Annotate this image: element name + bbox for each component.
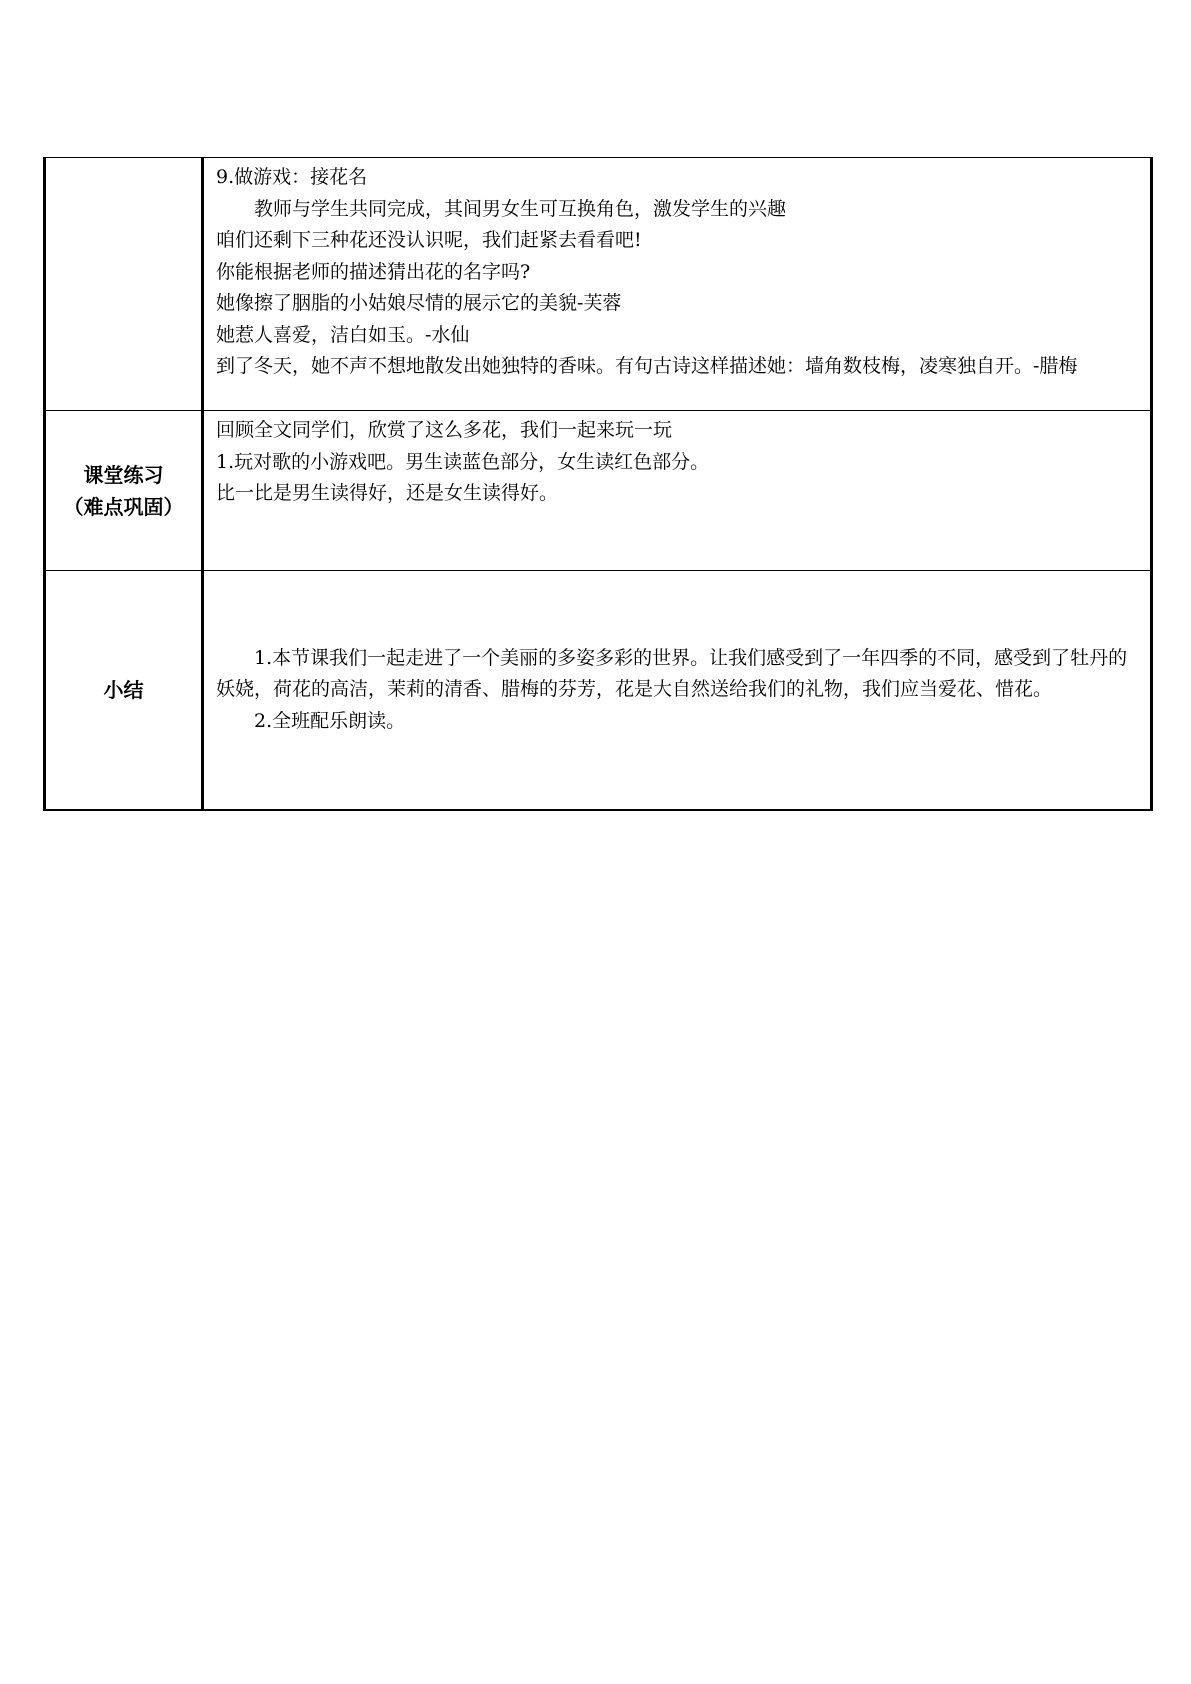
row-label-title: 小结 <box>103 678 144 702</box>
row-label-subtitle: （难点巩固） <box>63 494 184 519</box>
content-line: 咱们还剩下三种花还没认识呢，我们赶紧去看看吧! <box>216 229 642 251</box>
content-line: 你能根据老师的描述猜出花的名字吗? <box>216 260 531 283</box>
content-line: 到了冬天，她不声不想地散发出她独特的香味。有句古诗这样描述她：墙角数枝梅，凌寒独自开。-腊梅 <box>216 355 1078 377</box>
content-line: 她像擦了胭脂的小姑娘尽情的展示它的美貌-芙蓉 <box>216 292 622 314</box>
content-line: 比一比是男生读得好，还是女生读得好。 <box>216 482 559 504</box>
row-label-cell <box>45 411 203 571</box>
table-row-game <box>45 158 1152 411</box>
content-line: 她惹人喜爱，洁白如玉。-水仙 <box>216 323 470 346</box>
row-label-cell <box>45 571 203 811</box>
row-content-cell <box>203 571 1152 811</box>
row-label-title: 课堂练习 <box>83 462 164 487</box>
table-row-practice <box>45 411 1152 571</box>
row-content-cell <box>203 411 1152 571</box>
row-content-cell <box>203 158 1152 411</box>
content-line: 1.本节课我们一起走进了一个美丽的多姿多彩的世界。让我们感受到了一年四季的不同，感受到了牡丹的妖娆，荷花的高洁，茉莉的清香、腊梅的芬芳，花是大自然送给我们的礼物，我们应当爱花、惜花。 <box>216 646 1128 701</box>
content-line: 2.全班配乐朗读。 <box>254 709 406 732</box>
content-line: 教师与学生共同完成，其间男女生可互换角色，激发学生的兴趣 <box>254 197 787 220</box>
content-line: 1.玩对歌的小游戏吧。男生读蓝色部分，女生读红色部分。 <box>216 450 710 473</box>
lesson-plan-table <box>43 157 1153 811</box>
table-row-summary <box>45 571 1152 811</box>
row-label-cell <box>45 158 203 411</box>
content-line: 9.做游戏：接花名 <box>216 166 368 188</box>
content-line: 回顾全文同学们，欣赏了这么多花，我们一起来玩一玩 <box>216 419 673 441</box>
